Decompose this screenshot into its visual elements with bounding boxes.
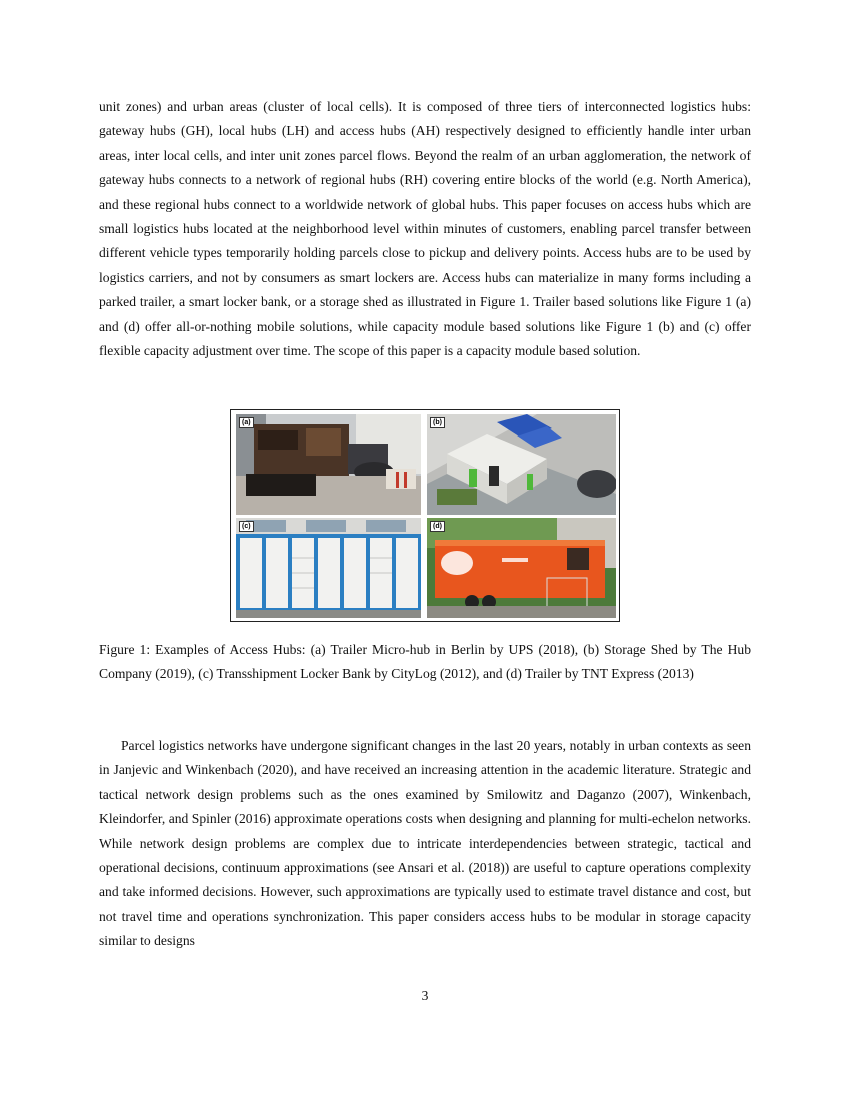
page-number: 3 [421, 988, 429, 1003]
photo-locker-bank [236, 518, 421, 618]
photo-tnt-trailer [427, 518, 616, 618]
figure-1 [230, 409, 620, 622]
panel-label-b: (b) [430, 417, 445, 428]
panel-label-c: (c) [239, 521, 254, 532]
render-storage-shed [427, 414, 616, 515]
figure-caption: Figure 1: Examples of Access Hubs: (a) Trailer Micro-hub in Berlin by UPS (2018), (b) Storage Shed by The Hub Company (2019), (c) Transshipment Locker Bank by CityLog (2012), and (d) Trailer by TNT Express (2013) [99, 642, 751, 682]
photo-ups-trailer-microhub [236, 414, 421, 515]
paragraph-literature: Parcel logistics networks have undergone significant changes in the last 20 years, notably in urban contexts as seen in Janjevic and Winkenbach (2020), and have received an increasing attention in the academic literature. Strategic and tactical network design problems such as the ones examined by Smilowitz and Daganzo (2007), Winkenbach, Kleindorfer, and Spinler (2016) approximate operations costs when designing and planning for multi-echelon networks. While network design problems are complex due to intricate interdependencies between strategic, tactical and operational decisions, continuum approximations (see Ansari et al. (2018)) are useful to capture operations complexity and take informed decisions. However, such approximations are typically used to estimate travel distance and cost, but not travel time and operations synchronization. This paper considers access hubs to be modular in storage capacity similar to designs [99, 738, 751, 949]
panel-label-d: (d) [430, 521, 445, 532]
panel-label-a: (a) [239, 417, 254, 428]
paragraph-intro: unit zones) and urban areas (cluster of local cells). It is composed of three tiers of interconnected logistics hubs: gateway hubs (GH), local hubs (LH) and access hubs (AH) respectively designed to efficiently handle inter urban areas, inter local cells, and inter unit zones parcel flows. Beyond the realm of an urban agglomeration, the network of gateway hubs connects to a network of regional hubs (RH) covering entire blocks of the world (e.g. North America), and these regional hubs connect to a worldwide network of global hubs. This paper focuses on access hubs which are small logistics hubs located at the neighborhood level within minutes of customers, enabling parcel transfer between different vehicle types temporarily holding parcels close to pickup and delivery points. Access hubs are to be used by logistics carriers, and not by consumers as smart lockers are. Access hubs can materialize in many forms including a parked trailer, a smart locker bank, or a storage shed as illustrated in Figure 1. Trailer based solutions like Figure 1 (a) and (d) offer all-or-nothing mobile solutions, while capacity module based solutions like Figure 1 (b) and (c) offer flexible capacity adjustment over time. The scope of this paper is a capacity module based solution. [99, 99, 751, 359]
